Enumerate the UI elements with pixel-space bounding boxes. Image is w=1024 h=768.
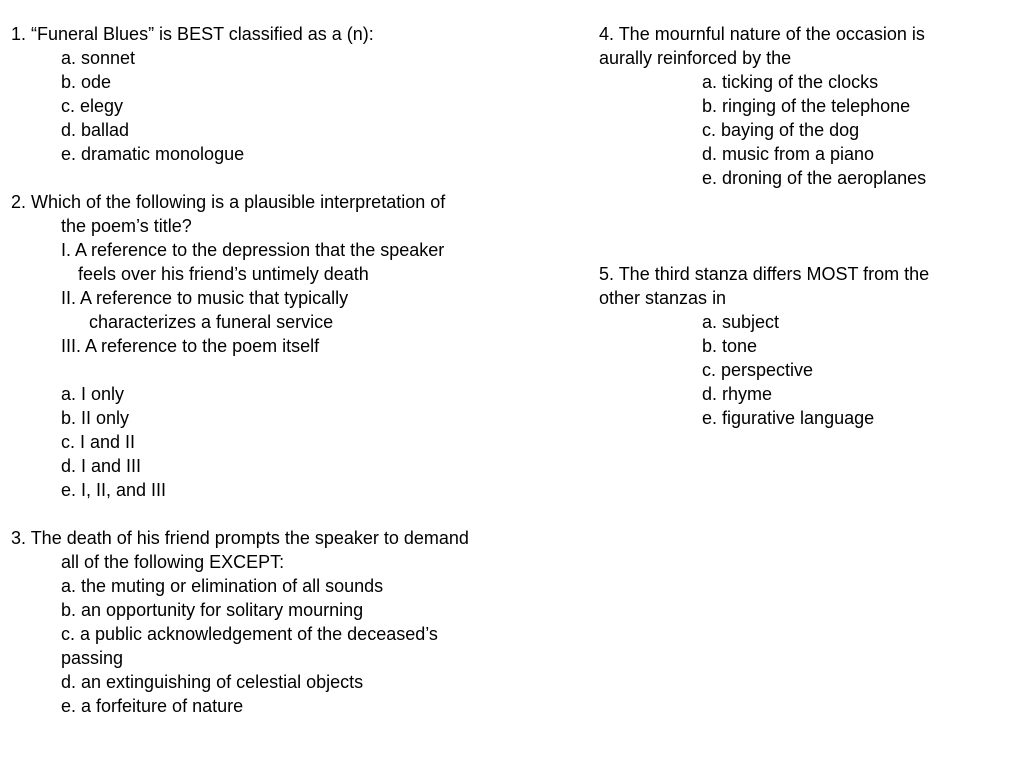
answer-option: e. I, II, and III: [61, 480, 167, 500]
answer-option-continued: passing: [61, 648, 124, 668]
question-2: [11, 190, 571, 502]
spacer: [599, 190, 1019, 214]
answer-option: c. perspective: [702, 360, 814, 380]
question-stem-continued: other stanzas in: [599, 288, 727, 308]
spacer: [599, 214, 1019, 238]
question-stem-continued: aurally reinforced by the: [599, 48, 792, 68]
answer-option: b. an opportunity for solitary mourning: [61, 600, 364, 620]
question-stem-continued: all of the following EXCEPT:: [61, 552, 285, 572]
answer-option: c. I and II: [61, 432, 136, 452]
roman-statement-continued: feels over his friend’s untimely death: [78, 264, 369, 284]
question-stem: 2. Which of the following is a plausible interpretation of: [11, 192, 446, 212]
answer-option: c. baying of the dog: [702, 120, 860, 140]
question-1: [11, 22, 571, 166]
question-stem: 4. The mournful nature of the occasion is: [599, 24, 925, 44]
spacer: [11, 358, 571, 382]
answer-option: d. an extinguishing of celestial objects: [61, 672, 364, 692]
answer-option: e. droning of the aeroplanes: [702, 168, 927, 188]
answer-option: b. ringing of the telephone: [702, 96, 911, 116]
spacer: [11, 166, 571, 190]
answer-option: e. a forfeiture of nature: [61, 696, 244, 716]
answer-option: a. subject: [702, 312, 780, 332]
answer-option: e. figurative language: [702, 408, 875, 428]
left-column: [11, 22, 571, 718]
question-4: [599, 22, 1019, 190]
right-column: [599, 22, 1019, 430]
answer-option: a. sonnet: [61, 48, 136, 68]
answer-option: c. a public acknowledgement of the deceased’s: [61, 624, 438, 644]
answer-option: d. ballad: [61, 120, 130, 140]
answer-option: c. elegy: [61, 96, 124, 116]
question-5: [599, 262, 1019, 430]
question-stem: 1. “Funeral Blues” is BEST classified as a (n):: [11, 24, 374, 44]
answer-option: b. II only: [61, 408, 130, 428]
answer-option: e. dramatic monologue: [61, 144, 245, 164]
question-stem-continued: the poem’s title?: [61, 216, 192, 236]
roman-statement: II. A reference to music that typically: [61, 288, 349, 308]
spacer: [11, 502, 571, 526]
answer-option: d. I and III: [61, 456, 142, 476]
question-stem: 3. The death of his friend prompts the speaker to demand: [11, 528, 469, 548]
answer-option: a. ticking of the clocks: [702, 72, 879, 92]
answer-option: a. the muting or elimination of all sounds: [61, 576, 384, 596]
spacer: [599, 238, 1019, 262]
roman-statement-continued: characterizes a funeral service: [89, 312, 334, 332]
answer-option: d. music from a piano: [702, 144, 875, 164]
question-3: [11, 526, 571, 718]
question-stem: 5. The third stanza differs MOST from the: [599, 264, 930, 284]
roman-statement: III. A reference to the poem itself: [61, 336, 320, 356]
answer-option: b. ode: [61, 72, 112, 92]
answer-option: a. I only: [61, 384, 125, 404]
roman-statement: I. A reference to the depression that the speaker: [61, 240, 445, 260]
answer-option: b. tone: [702, 336, 758, 356]
answer-option: d. rhyme: [702, 384, 773, 404]
